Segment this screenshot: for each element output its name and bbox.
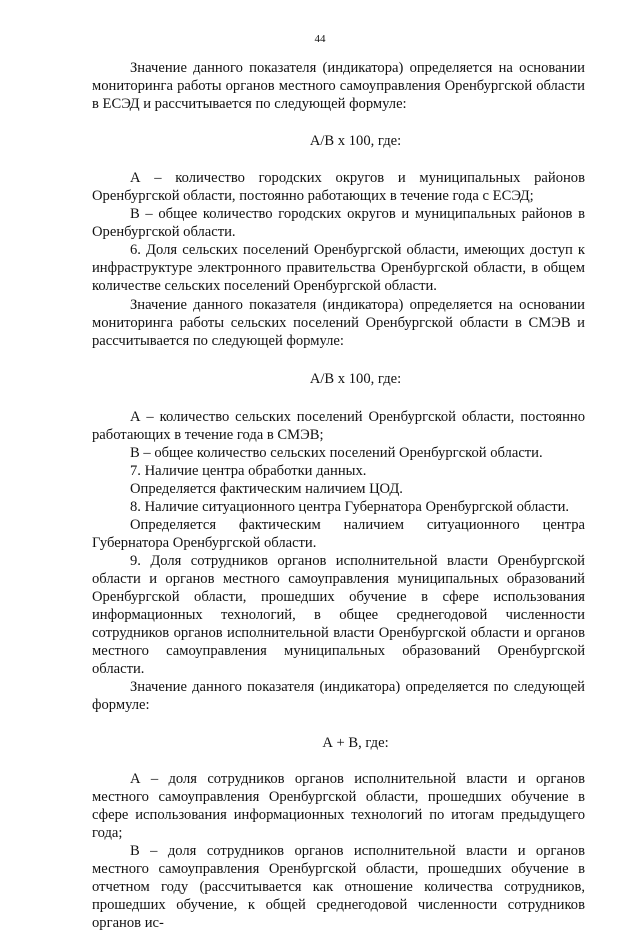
paragraph: 8. Наличие ситуационного центра Губернатора Оренбургской области. bbox=[130, 498, 570, 515]
paragraph: В – общее количество городских округов и муниципальных районов в Оренбургской области. bbox=[92, 206, 585, 241]
paragraph: А – доля сотрудников органов исполнительной власти и органов местного самоуправления Оренбургской области, прошедших обучение в сфере использования информационных технологий по итогам предыдущего года; bbox=[92, 770, 585, 841]
paragraph: 9. Доля сотрудников органов исполнительной власти Оренбургской области и органов местного самоуправления муниципальных образований Оренбургской области, прошедших обучение в сфере использования информационных технологий, в общее среднегодовой численности сотрудников органов исполнительной власти Оренбургской области и органов местного самоуправления муниципальных образований Оренбургской области. bbox=[92, 553, 585, 678]
paragraph: 7. Наличие центра обработки данных. bbox=[130, 462, 367, 479]
page-number: 44 bbox=[314, 33, 326, 45]
document-body bbox=[92, 59, 585, 932]
paragraph: Определяется фактическим наличием ситуационного центра Губернатора Оренбургской области. bbox=[92, 516, 585, 552]
paragraph: 6. Доля сельских поселений Оренбургской области, имеющих доступ к инфраструктуре электронного правительства Оренбургской области, в общем количестве сельских поселений Оренбургской области. bbox=[92, 242, 585, 295]
paragraph: Значение данного показателя (индикатора) определяется на основании мониторинга работы сельских поселений Оренбургской области в СМЭВ и рассчитывается по следующей формуле: bbox=[92, 296, 585, 349]
paragraph: Значение данного показателя (индикатора) определяется на основании мониторинга работы органов местного самоуправления Оренбургской области в ЕСЭД и рассчитывается по следующей формуле: bbox=[92, 60, 585, 113]
formula: А/В х 100, где: bbox=[309, 133, 402, 150]
formula: А + В, где: bbox=[322, 734, 389, 751]
paragraph: А – количество городских округов и муниципальных районов Оренбургской области, постоянно работающих в течение года с ЕСЭД; bbox=[92, 170, 585, 205]
paragraph: В – общее количество сельских поселений Оренбургской области. bbox=[130, 444, 543, 461]
paragraph: Определяется фактическим наличием ЦОД. bbox=[130, 480, 403, 497]
paragraph: Значение данного показателя (индикатора) определяется по следующей формуле: bbox=[92, 679, 585, 714]
paragraph: А – количество сельских поселений Оренбургской области, постоянно работающих в течение года в СМЭВ; bbox=[92, 408, 585, 443]
paragraph: В – доля сотрудников органов исполнительной власти и органов местного самоуправления Оренбургской области, прошедших обучение в отчетном году (рассчитывается как отношение количества сотрудников, прошедших обучение, к общей среднегодовой численности сотрудников органов ис- bbox=[92, 842, 585, 931]
formula: А/В х 100, где: bbox=[309, 370, 402, 387]
